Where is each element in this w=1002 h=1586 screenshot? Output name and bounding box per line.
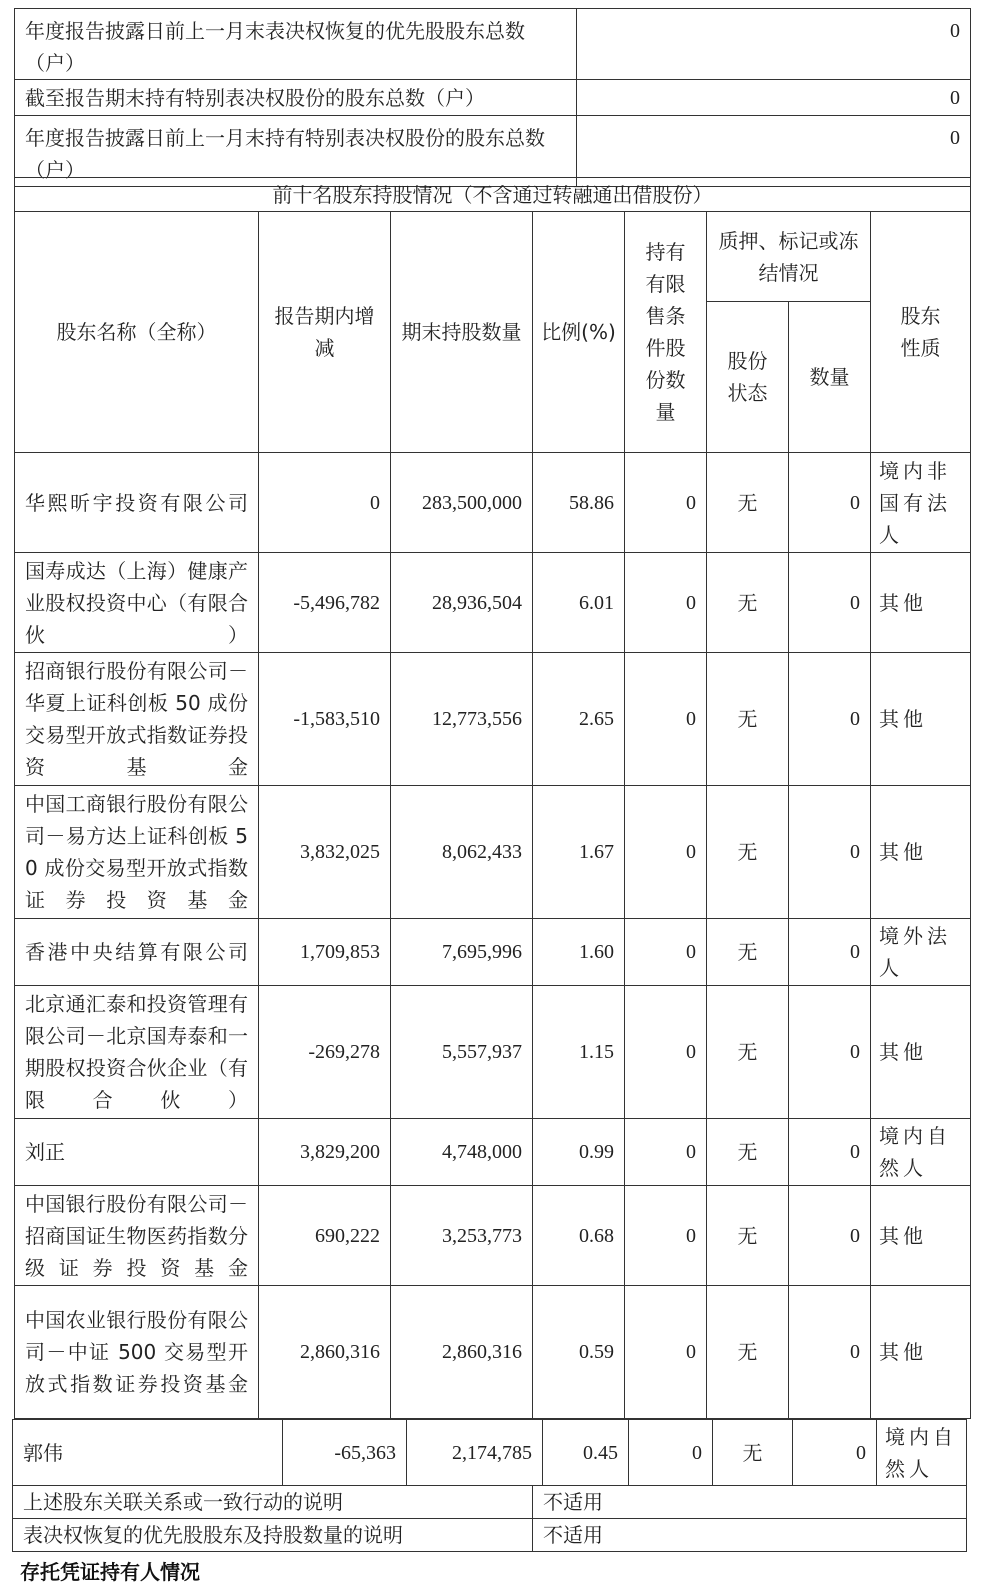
shares-held: 8,062,433 [391, 786, 533, 919]
shareholder-name: 郭伟 [13, 1420, 283, 1486]
pledge-status: 无 [707, 553, 789, 653]
note-value: 不适用 [533, 1519, 967, 1552]
pledge-count: 0 [789, 553, 871, 653]
pledge-status: 无 [707, 1119, 789, 1186]
header-pledge-count: 数量 [789, 302, 871, 453]
shares-held: 12,773,556 [391, 653, 533, 786]
ratio: 0.99 [533, 1119, 625, 1186]
ratio: 6.01 [533, 553, 625, 653]
header-pledge-group: 质押、标记或冻结情况 [707, 212, 871, 302]
ratio: 1.15 [533, 986, 625, 1119]
restricted-shares: 0 [625, 1186, 707, 1286]
table-row [15, 919, 971, 986]
table-row [15, 1186, 971, 1286]
summary-label: 年度报告披露日前上一月末持有特别表决权股份的股东总数（户） [15, 116, 577, 187]
pledge-status: 无 [707, 919, 789, 986]
note-value: 不适用 [533, 1486, 967, 1519]
restricted-shares: 0 [625, 653, 707, 786]
pledge-status: 无 [713, 1420, 793, 1486]
restricted-shares: 0 [625, 919, 707, 986]
shareholder-nature: 其他 [871, 786, 971, 919]
section-title-row [15, 178, 971, 212]
header-ratio: 比例(%) [533, 212, 625, 453]
shareholder-nature: 其他 [871, 986, 971, 1119]
ratio: 0.68 [533, 1186, 625, 1286]
period-change: -65,363 [283, 1420, 407, 1486]
shareholder-name: 北京通汇泰和投资管理有限公司－北京国寿泰和一期股权投资合伙企业（有限合伙） [15, 986, 259, 1119]
restricted-shares: 0 [629, 1420, 713, 1486]
table-row [15, 653, 971, 786]
shares-held: 7,695,996 [391, 919, 533, 986]
restricted-shares: 0 [625, 553, 707, 653]
table-row [15, 553, 971, 653]
summary-value: 0 [577, 9, 971, 80]
table-row [15, 1286, 971, 1419]
shareholder-nature: 其他 [871, 1286, 971, 1419]
ratio: 58.86 [533, 453, 625, 553]
pledge-status: 无 [707, 1186, 789, 1286]
header-row [15, 212, 971, 302]
shareholder-nature: 境内自然人 [871, 1119, 971, 1186]
ratio: 1.67 [533, 786, 625, 919]
header-shareholder-name: 股东名称（全称） [15, 212, 259, 453]
period-change: 2,860,316 [259, 1286, 391, 1419]
pledge-count: 0 [789, 653, 871, 786]
shareholder-nature: 境内非国有法人 [871, 453, 971, 553]
next-section-heading: 存托凭证持有人情况 [20, 1560, 200, 1584]
shareholder-name: 刘正 [15, 1119, 259, 1186]
shares-held: 5,557,937 [391, 986, 533, 1119]
shares-held: 2,174,785 [407, 1420, 543, 1486]
restricted-shares: 0 [625, 1286, 707, 1419]
period-change: 1,709,853 [259, 919, 391, 986]
shareholder-nature: 其他 [871, 553, 971, 653]
table-row [15, 453, 971, 553]
summary-label: 截至报告期末持有特别表决权股份的股东总数（户） [15, 80, 577, 116]
pledge-count: 0 [789, 986, 871, 1119]
pledge-status: 无 [707, 786, 789, 919]
summary-row [15, 116, 971, 187]
restricted-shares: 0 [625, 453, 707, 553]
shareholder-nature: 境外法人 [871, 919, 971, 986]
table-row [15, 986, 971, 1119]
restricted-shares: 0 [625, 1119, 707, 1186]
summary-label: 年度报告披露日前上一月末表决权恢复的优先股股东总数（户） [15, 9, 577, 80]
notes-table [12, 1485, 967, 1552]
note-row [13, 1519, 967, 1552]
summary-row [15, 80, 971, 116]
summary-row [15, 9, 971, 80]
table-row [15, 786, 971, 919]
period-change: -5,496,782 [259, 553, 391, 653]
period-change: -269,278 [259, 986, 391, 1119]
pledge-status: 无 [707, 1286, 789, 1419]
shares-held: 283,500,000 [391, 453, 533, 553]
shareholder-name: 招商银行股份有限公司－华夏上证科创板 50 成份交易型开放式指数证券投资基金 [15, 653, 259, 786]
pledge-count: 0 [789, 919, 871, 986]
shareholder-name: 华熙昕宇投资有限公司 [15, 453, 259, 553]
header-pledge-status: 股份 状态 [707, 302, 789, 453]
shareholder-name: 中国银行股份有限公司－招商国证生物医药指数分级证券投资基金 [15, 1186, 259, 1286]
summary-value: 0 [577, 80, 971, 116]
shares-held: 4,748,000 [391, 1119, 533, 1186]
shareholder-nature: 其他 [871, 653, 971, 786]
summary-table [14, 8, 971, 187]
pledge-count: 0 [789, 786, 871, 919]
period-change: -1,583,510 [259, 653, 391, 786]
shares-held: 2,860,316 [391, 1286, 533, 1419]
period-change: 0 [259, 453, 391, 553]
pledge-count: 0 [789, 1119, 871, 1186]
header-period-change: 报告期内增减 [259, 212, 391, 453]
shareholder-nature: 其他 [871, 1186, 971, 1286]
shares-held: 3,253,773 [391, 1186, 533, 1286]
summary-value: 0 [577, 116, 971, 187]
ratio: 0.59 [533, 1286, 625, 1419]
ratio: 0.45 [543, 1420, 629, 1486]
period-change: 690,222 [259, 1186, 391, 1286]
ratio: 2.65 [533, 653, 625, 786]
pledge-count: 0 [793, 1420, 877, 1486]
header-shareholder-nature: 股东 性质 [871, 212, 971, 453]
pledge-count: 0 [789, 453, 871, 553]
restricted-shares: 0 [625, 986, 707, 1119]
restricted-shares: 0 [625, 786, 707, 919]
period-change: 3,832,025 [259, 786, 391, 919]
shareholder-name: 香港中央结算有限公司 [15, 919, 259, 986]
note-row [13, 1486, 967, 1519]
period-change: 3,829,200 [259, 1119, 391, 1186]
table-row [15, 1119, 971, 1186]
ratio: 1.60 [533, 919, 625, 986]
pledge-status: 无 [707, 986, 789, 1119]
pledge-count: 0 [789, 1286, 871, 1419]
header-shares-held: 期末持股数量 [391, 212, 533, 453]
pledge-status: 无 [707, 453, 789, 553]
note-label: 表决权恢复的优先股股东及持股数量的说明 [13, 1519, 533, 1552]
shares-held: 28,936,504 [391, 553, 533, 653]
shareholder-name: 国寿成达（上海）健康产业股权投资中心（有限合伙） [15, 553, 259, 653]
top-ten-shareholders-table [14, 177, 971, 1419]
header-restricted-shares: 持有 有限 售条 件股 份数 量 [625, 212, 707, 453]
section-title: 前十名股东持股情况（不含通过转融通出借股份） [15, 178, 971, 212]
last-shareholder-table [12, 1419, 967, 1486]
shareholder-nature: 境内自然人 [877, 1420, 967, 1486]
pledge-status: 无 [707, 653, 789, 786]
table-row [13, 1420, 967, 1486]
note-label: 上述股东关联关系或一致行动的说明 [13, 1486, 533, 1519]
shareholder-name: 中国农业银行股份有限公司－中证 500 交易型开放式指数证券投资基金 [15, 1286, 259, 1419]
shareholder-name: 中国工商银行股份有限公司－易方达上证科创板 50 成份交易型开放式指数证券投资基金 [15, 786, 259, 919]
pledge-count: 0 [789, 1186, 871, 1286]
